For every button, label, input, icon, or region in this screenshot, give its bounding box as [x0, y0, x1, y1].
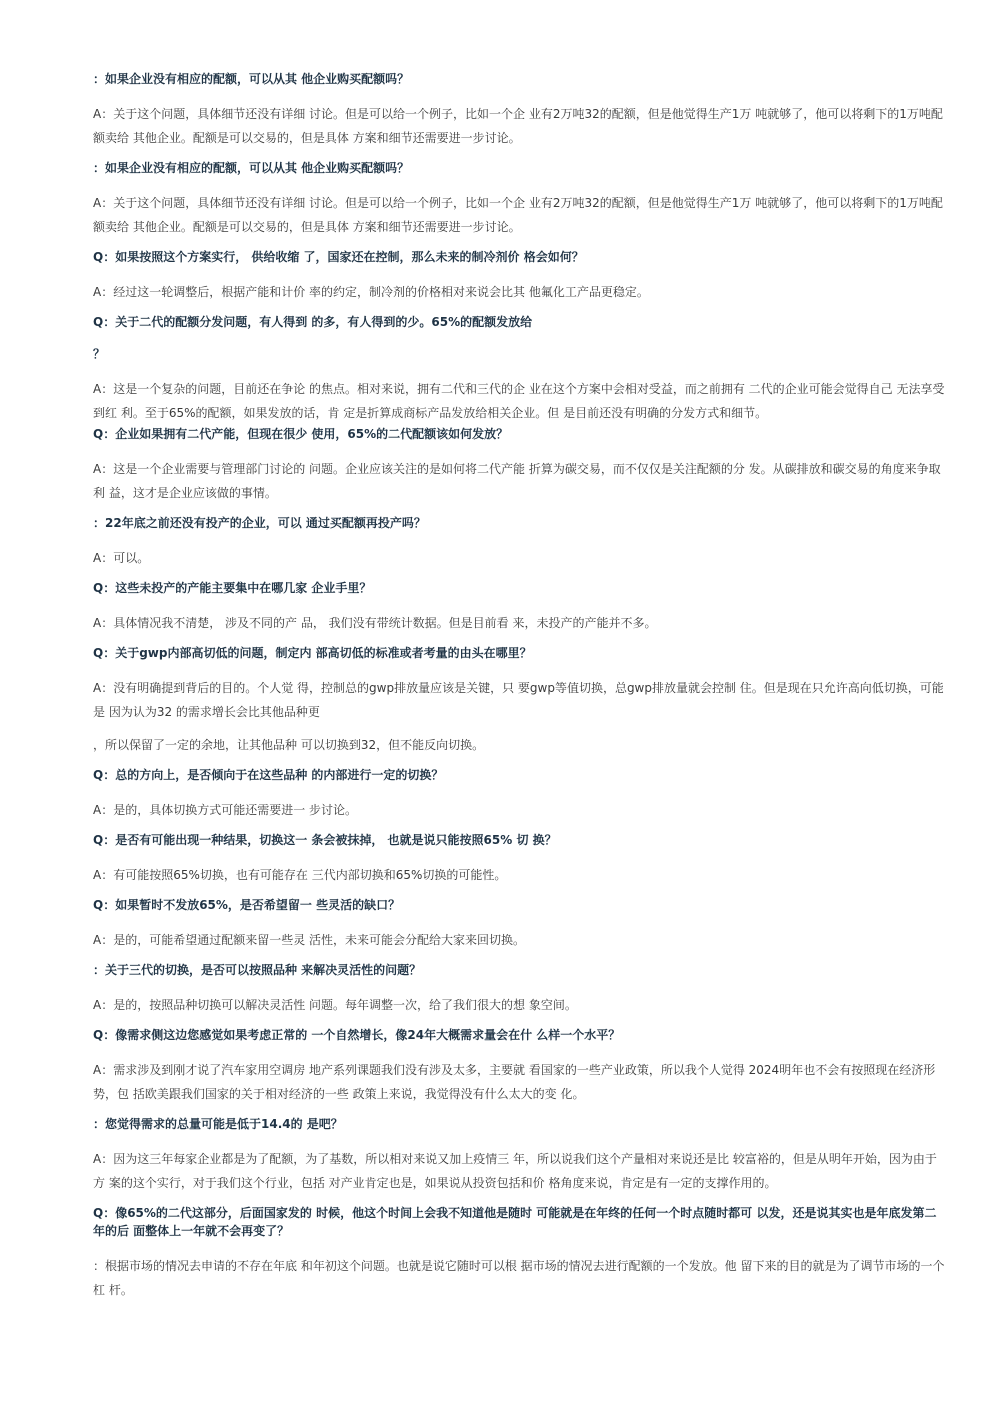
qa-block	[93, 70, 945, 150]
qa-block	[93, 1204, 945, 1302]
question: Q：关于gwp内部高切低的问题，制定内 部高切低的标准或者考量的由头在哪里？	[93, 646, 532, 660]
qa-block	[93, 159, 945, 239]
question: Q：像65%的二代这部分，后面国家发的 时候，他这个时间上会我不知道他是随时 可能就是在年终的任何一个时点随时都可 以发，还是说其实也是年底发第二年的后 面整体上一年就不会再变了？	[93, 1206, 937, 1238]
qa-block	[93, 1115, 945, 1195]
answer: A：需求涉及到刚才说了汽车家用空调房 地产系列课题我们没有涉及太多，主要就 看国家的一些产业政策，所以我个人觉得 2024明年也不会有按照现在经济形势，包 括欧美跟我们国家的关于相对经济的一些 政策上来说，我觉得没有什么太大的变 化。	[93, 1063, 936, 1101]
answer: A：这是一个企业需要与管理部门讨论的 问题。企业应该关注的是如何将二代产能 折算为碳交易，而不仅仅是关注配额的分 发。从碳排放和碳交易的角度来争取利 益，这才是企业应该做的事情。	[93, 462, 941, 500]
qa-block	[93, 644, 945, 757]
qa-block	[93, 766, 945, 822]
question: ：您觉得需求的总量可能是低于14.4的 是吧？	[93, 1117, 343, 1131]
qa-block	[93, 579, 945, 635]
qa-block	[93, 896, 945, 952]
qa-block	[93, 831, 945, 887]
answer: A：是的，可能希望通过配额来留一些灵 活性，未来可能会分配给大家来回切换。	[93, 933, 526, 947]
qa-block	[93, 514, 945, 570]
qa-block	[93, 425, 945, 505]
answer: A：关于这个问题，具体细节还没有详细 讨论。但是可以给一个例子，比如一个企 业有2万吨32的配额，但是他觉得生产1万 吨就够了，他可以将剩下的1万吨配额卖给 其他企业。配额是可以交易的，但是具体 方案和细节还需要进一步讨论。	[93, 107, 943, 145]
question: Q：像需求侧这边您感觉如果考虑正常的 一个自然增长，像24年大概需求量会在什 么样一个水平？	[93, 1028, 621, 1042]
question: Q：如果按照这个方案实行， 供给收缩 了，国家还在控制，那么未来的制冷剂价 格会如何？	[93, 250, 584, 264]
question: ：如果企业没有相应的配额，可以从其 他企业购买配额吗？	[93, 72, 410, 86]
answer: A：是的，具体切换方式可能还需要进一 步讨论。	[93, 803, 358, 817]
answer: ：根据市场的情况去申请的不存在年底 和年初这个问题。也就是说它随时可以根 据市场的情况去进行配额的一个发放。他 留下来的目的就是为了调节市场的一个杠 杆。	[93, 1259, 945, 1297]
question: Q：关于二代的配额分发问题，有人得到 的多，有人得到的少。65%的配额发放给	[93, 315, 533, 329]
answer-continuation: ，所以保留了一定的余地，让其他品种 可以切换到32，但不能反向切换。	[93, 738, 485, 752]
question: Q：是否有可能出现一种结果，切换这一 条会被抹掉， 也就是说只能按照65% 切 换？	[93, 833, 557, 847]
qa-block	[93, 248, 945, 304]
answer: A：可以。	[93, 551, 150, 565]
answer: A：这是一个复杂的问题，目前还在争论 的焦点。相对来说，拥有二代和三代的企 业在这个方案中会相对受益，而之前拥有 二代的企业可能会觉得自己 无法享受到红 利。至于65%的配额，如果发放的话，肯 定是折算成商标产品发放给相关企业。但 是目前还没有明确的分发方式和细节。	[93, 382, 945, 420]
question: Q：这些未投产的产能主要集中在哪几家 企业手里？	[93, 581, 372, 595]
answer: A：经过这一轮调整后，根据产能和计价 率的约定，制冷剂的价格相对来说会比其 他氟化工产品更稳定。	[93, 285, 649, 299]
question-continuation: ？	[93, 347, 106, 361]
answer: A：是的，按照品种切换可以解决灵活性 问题。每年调整一次，给了我们很大的想 象空间。	[93, 998, 577, 1012]
answer: A：关于这个问题，具体细节还没有详细 讨论。但是可以给一个例子，比如一个企 业有2万吨32的配额，但是他觉得生产1万 吨就够了，他可以将剩下的1万吨配额卖给 其他企业。配额是可以交易的，但是具体 方案和细节还需要进一步讨论。	[93, 196, 943, 234]
question: Q：如果暂时不发放65%，是否希望留一 些灵活的缺口？	[93, 898, 401, 912]
qa-block	[93, 313, 945, 425]
answer: A：有可能按照65%切换，也有可能存在 三代内部切换和65%切换的可能性。	[93, 868, 507, 882]
answer: A：具体情况我不清楚， 涉及不同的产 品， 我们没有带统计数据。但是目前看 来，未投产的产能并不多。	[93, 616, 657, 630]
answer: A：因为这三年每家企业都是为了配额，为了基数，所以相对来说又加上疫情三 年，所以说我们这个产量相对来说还是比 较富裕的，但是从明年开始，因为由于方 案的这个实行，对于我们这个行业，包括 对产业肯定也是，如果说从投资包括和价 格角度来说，肯定是有一定的支撑作用的。	[93, 1152, 937, 1190]
question: ：关于三代的切换，是否可以按照品种 来解决灵活性的问题？	[93, 963, 422, 977]
answer: A：没有明确提到背后的目的。个人觉 得，控制总的gwp排放量应该是关键，只 要gwp等值切换，总gwp排放量就会控制 住。但是现在只允许高向低切换，可能是 因为认为32 的需求增长会比其他品种更	[93, 681, 944, 719]
qa-block	[93, 961, 945, 1017]
question: Q：企业如果拥有二代产能，但现在很少 使用，65%的二代配额该如何发放？	[93, 427, 509, 441]
question: ：22年底之前还没有投产的企业，可以 通过买配额再投产吗？	[93, 516, 426, 530]
qa-block	[93, 1026, 945, 1106]
question: ：如果企业没有相应的配额，可以从其 他企业购买配额吗？	[93, 161, 410, 175]
qa-document	[93, 70, 945, 1311]
question: Q：总的方向上，是否倾向于在这些品种 的内部进行一定的切换？	[93, 768, 444, 782]
